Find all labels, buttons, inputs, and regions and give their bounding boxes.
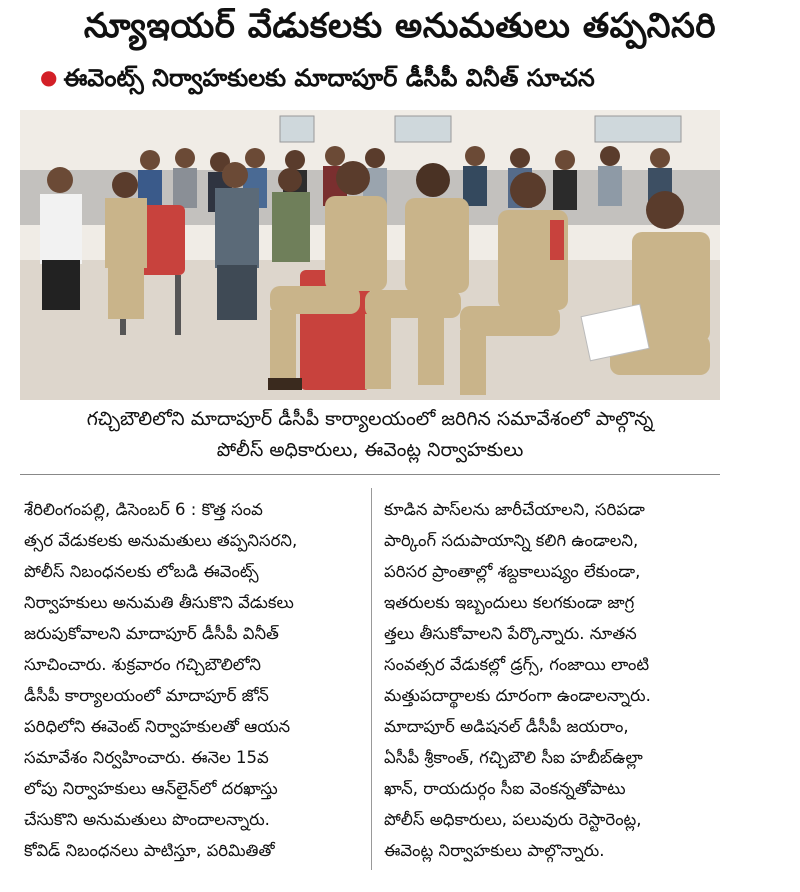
headline: న్యూఇయర్ వేడుకలకు అనుమతులు తప్పనిసరి — [83, 6, 717, 46]
subheadline — [40, 64, 760, 98]
photo-caption-line-1: గచ్చిబౌలిలోని మాదాపూర్ డీసీపీ కార్యాలయంలో జరిగిన సమావేశంలో పాల్గొన్న — [86, 408, 654, 430]
photo-caption-line-2: పోలీస్ అధికారులు, ఈవెంట్ల నిర్వాహకులు — [216, 439, 524, 461]
article-line: జరుపుకోవాలని మాదాపూర్ డీసీపీ వినీత్ — [24, 624, 279, 643]
caption-divider — [20, 474, 720, 475]
article-column-right — [384, 494, 729, 866]
article-line: పోలీస్ నిబంధనలకు లోబడి ఈవెంట్స్ — [24, 562, 259, 581]
article-line: కోవిడ్ నిబంధనలు పాటిస్తూ, పరిమితితో — [24, 841, 275, 860]
article-line: సమావేశం నిర్వహించారు. ఈనెల 15వ — [24, 748, 269, 767]
article-line: పరిసర ప్రాంతాల్లో శబ్దకాలుష్యం లేకుండా, — [384, 562, 641, 581]
meeting-photo — [20, 110, 720, 400]
article-line: డీసీపీ కార్యాలయంలో మాదాపూర్ జోన్ — [24, 686, 269, 705]
article-column-left — [24, 494, 369, 866]
article-line: సూచించారు. శుక్రవారం గచ్చిబౌలిలోని — [24, 655, 261, 674]
subheadline-text: ఈవెంట్స్ నిర్వాహకులకు మాదాపూర్ డీసీపీ వినీత్ సూచన — [63, 64, 595, 92]
article-line: శేరిలింగంపల్లి, డిసెంబర్ 6 : కొత్త సంవ — [24, 500, 263, 519]
meeting-photo-illustration — [20, 110, 720, 400]
article-line: పార్కింగ్ సదుపాయాన్ని కలిగి ఉండాలని, — [384, 531, 639, 550]
article-line: పరిధిలోని ఈవెంట్ నిర్వాహకులతో ఆయన — [24, 717, 291, 736]
article-line: ఇతరులకు ఇబ్బందులు కలగకుండా జాగ్ర — [384, 593, 635, 612]
article-line: సంవత్సర వేడుకల్లో డ్రగ్స్, గంజాయి లాంటి — [384, 655, 650, 674]
article-line: త్సర వేడుకలకు అనుమతులు తప్పనిసరని, — [24, 531, 298, 550]
article-line: లోపు నిర్వాహకులు ఆన్‌లైన్‌లో దరఖాస్తు — [24, 779, 278, 798]
article-line: చేసుకొని అనుమతులు పొందాలన్నారు. — [24, 810, 270, 829]
photo-caption — [20, 404, 720, 466]
article-line: మాదాపూర్ అడిషనల్ డీసీపీ జయరాం, — [384, 717, 629, 736]
article-line: పోలీస్ అధికారులు, పలువురు రెస్టారెంట్ల, — [384, 810, 642, 829]
red-bullet-icon: ● — [40, 65, 58, 89]
article-line: మత్తుపదార్థాలకు దూరంగా ఉండాలన్నారు. — [384, 686, 651, 705]
article-line: కూడిన పాస్‌లను జారీచేయాలని, సరిపడా — [384, 500, 645, 519]
article-line: త్తలు తీసుకోవాలని పేర్కొన్నారు. నూతన — [384, 624, 637, 643]
article-line: ఖాన్, రాయదుర్గం సీఐ వెంకన్నతోపాటు — [384, 779, 626, 798]
article-line: ఏసీపీ శ్రీకాంత్, గచ్చిబౌలి సీఐ హబీబ్‌ఉల్లా — [384, 748, 643, 767]
column-divider — [371, 488, 372, 870]
article-line: ఈవెంట్ల నిర్వాహకులు పాల్గొన్నారు. — [384, 841, 605, 860]
article-line: నిర్వాహకులు అనుమతి తీసుకొని వేడుకలు — [24, 593, 294, 612]
